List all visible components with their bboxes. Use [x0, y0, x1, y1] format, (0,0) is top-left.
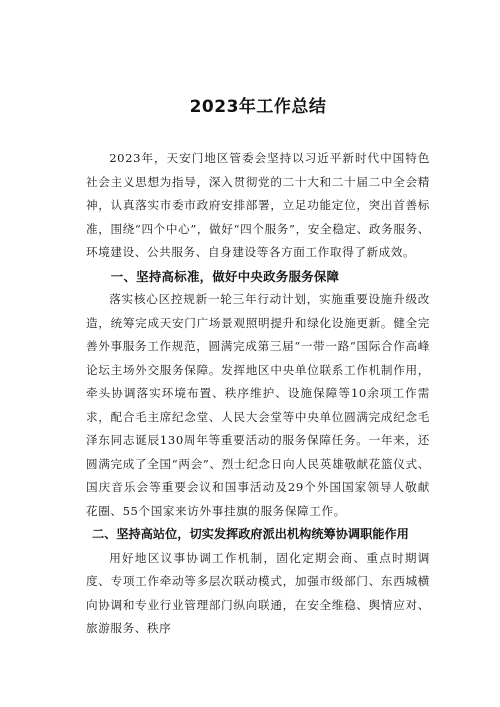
- section-heading-1: 一、坚持高标准，做好中央政务服务保障: [110, 268, 340, 284]
- section-body-2: 用好地区议事协调工作机制，固化定期会商、重点时期调度、专项工作牵动等多层次联动模式，加强市级部门、东西城横向协调和专业行业管理部门纵向联通，在安全维稳、舆情应对、旅游服务、秩序: [86, 550, 430, 635]
- intro-paragraph: 2023年，天安门地区管委会坚持以习近平新时代中国特色社会主义思想为指导，深入贯彻党的二十大和二十届二中全会精神，认真落实市委市政府安排部署，立足功能定位，突出首善标准，围绕“四个中心”，做好“四个服务”，安全稳定、政务服务、环境建设、公共服务、自身建设等各方面工作取得了新成效。: [86, 151, 430, 259]
- document-title: 2023年工作总结: [189, 97, 327, 117]
- section-heading-2: 二、坚持高站位，切实发挥政府派出机构统筹协调职能作用: [92, 527, 409, 541]
- section-body-1: 落实核心区控规新一轮三年行动计划，实施重要设施升级改造，统筹完成天安门广场景观照明提升和绿化设施更新。健全完善外事服务工作规范，圆满完成第三届“一带一路”国际合作高峰论坛主场外交服务保障。发挥地区中央单位联系工作机制作用，牵头协调落实环境布置、秩序维护、设施保障等10余项工作需求，配合毛主席纪念堂、人民大会堂等中央单位圆满完成纪念毛泽东同志诞辰130周年等重要活动的服务保障任务。一年来，还圆满完成了全国“两会”、烈士纪念日向人民英雄敬献花篮仪式、国庆音乐会等重要会议和国事活动及29个外国国家领导人敬献花圈、55个国家来访外事挂旗的服务保障工作。: [86, 292, 430, 518]
